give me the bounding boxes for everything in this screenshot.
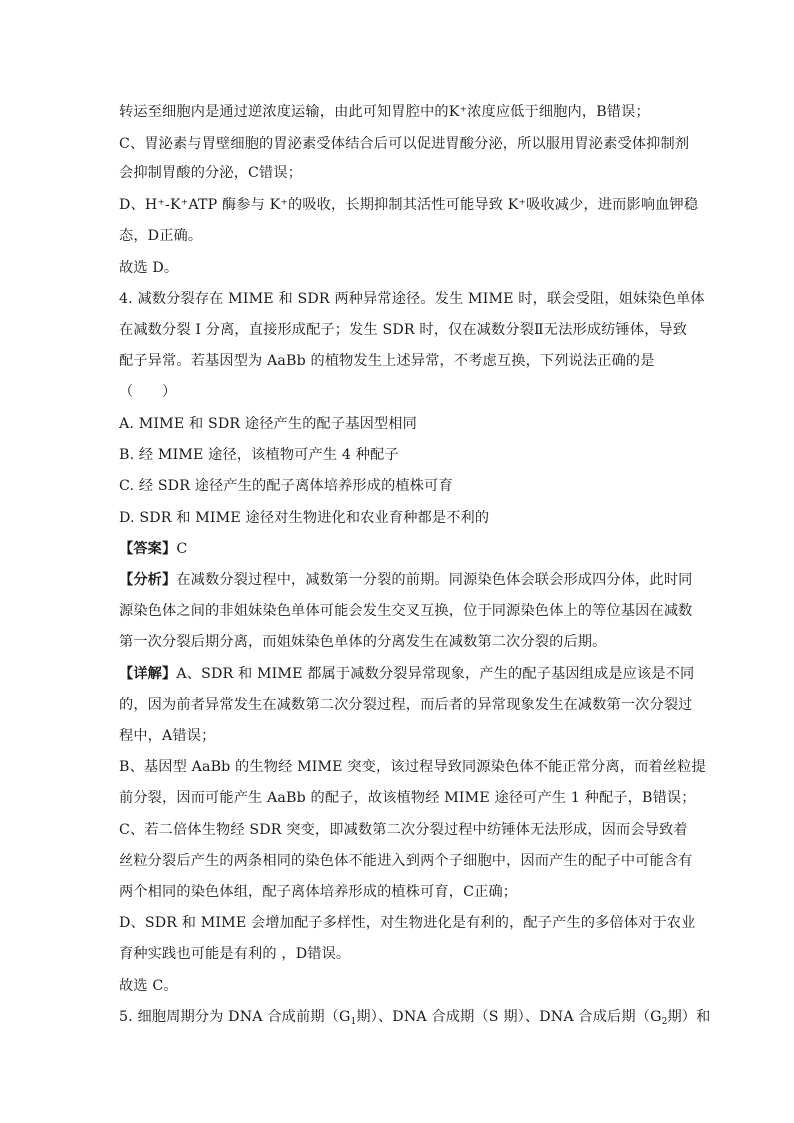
text-line: 第一次分裂后期分离，而姐妹染色单体的分离发生在减数第二次分裂的后期。 <box>119 634 607 650</box>
text-line: 程中，A错误； <box>119 728 216 744</box>
text-line: 故选 C。 <box>119 978 178 994</box>
text-line: 配子异常。若基因型为 AaBb 的植物发生上述异常，不考虑互换，下列说法正确的是 <box>119 353 655 369</box>
text-line: D、SDR 和 MIME 会增加配子多样性，对生物进化是有利的，配子产生的多倍体对于农业 <box>119 915 696 931</box>
question-5-stem <box>119 1007 711 1032</box>
text-line: 前分裂，因而可能产生 AaBb 的配子，故该植物经 MIME 途径可产生 1 种配子，B错误； <box>119 790 696 806</box>
text-line: 两个相同的染色体组，配子离体培养形成的植株可育，C正确； <box>119 884 518 900</box>
option-a: A. MIME 和 SDR 途径产生的配子基因型相同 <box>119 416 417 432</box>
section-text: A、SDR 和 MIME 都属于减数分裂异常现象，产生的配子基因组成是应该是不同 <box>176 666 695 682</box>
g2-subscript: 2 <box>661 1017 668 1027</box>
section-marker: 【分析】 <box>119 572 177 588</box>
text-line: 转运至细胞内是通过逆浓度运输，由此可知胃腔中的K⁺浓度应低于细胞内，B错误； <box>119 104 650 120</box>
text-line: 故选 D。 <box>119 260 179 276</box>
text-line: 丝粒分裂后产生的两条相同的染色体不能进入到两个子细胞中，因而产生的配子中可能含有 <box>119 853 693 869</box>
text-line: C、若二倍体生物经 SDR 突变，即减数第二次分裂过程中纺锤体无法形成，因而会导致着 <box>119 822 688 838</box>
text-line: 态，D正确。 <box>119 228 203 244</box>
g1-subscript: 1 <box>350 1017 357 1027</box>
section-marker: 【详解】 <box>119 666 177 682</box>
section-marker: 【答案】 <box>119 541 177 557</box>
text-line: 在减数分裂 I 分离，直接形成配子；发生 SDR 时，仅在减数分裂Ⅱ无法形成纺锤体，导致 <box>119 322 688 338</box>
q5-part1: 5. 细胞周期分为 DNA 合成前期（G <box>119 1009 351 1025</box>
section-text: 在减数分裂过程中，减数第一分裂的前期。同源染色体会联会形成四分体，此时同 <box>176 572 693 588</box>
analysis-label <box>119 570 693 590</box>
text-line: 源染色体之间的非姐妹染色单体可能会发生交叉互换，位于同源染色体上的等位基因在减数 <box>119 603 693 619</box>
explanation-label <box>119 664 695 684</box>
text-line: 的，因为前者异常发生在减数第二次分裂过程，而后者的异常现象发生在减数第一次分裂过 <box>119 697 693 713</box>
q5-part2: 期）、DNA 合成期（S 期）、DNA 合成后期（G <box>356 1009 662 1025</box>
answer-blank: （ ） <box>119 384 177 400</box>
text-line: 育种实践也可能是有利的 ，D错误。 <box>119 946 351 962</box>
option-b: B. 经 MIME 途径，该植物可产生 4 种配子 <box>119 447 399 463</box>
option-c: C. 经 SDR 途径产生的配子离体培养形成的植株可育 <box>119 478 453 494</box>
text-line: D、H⁺-K⁺ATP 酶参与 K⁺的吸收，长期抑制其活性可能导致 K⁺吸收减少，进而影响血钾稳 <box>119 197 699 213</box>
section-text: C <box>176 541 188 557</box>
option-d: D. SDR 和 MIME 途径对生物进化和农业育种都是不利的 <box>119 510 490 526</box>
text-line: 会抑制胃酸的分泌，C错误； <box>119 165 303 181</box>
answer-label <box>119 539 679 559</box>
question-4-stem: 4. 减数分裂存在 MIME 和 SDR 两种异常途径。发生 MIME 时，联会受阻，姐妹染色单体 <box>119 291 705 307</box>
text-line: C、胃泌素与胃壁细胞的胃泌素受体结合后可以促进胃酸分泌，所以服用胃泌素受体抑制剂 <box>119 136 690 152</box>
text-line: B、基因型 AaBb 的生物经 MIME 突变，该过程导致同源染色体不能正常分离，而着丝粒提 <box>119 759 706 775</box>
q5-part3: 期）和 <box>667 1009 711 1025</box>
